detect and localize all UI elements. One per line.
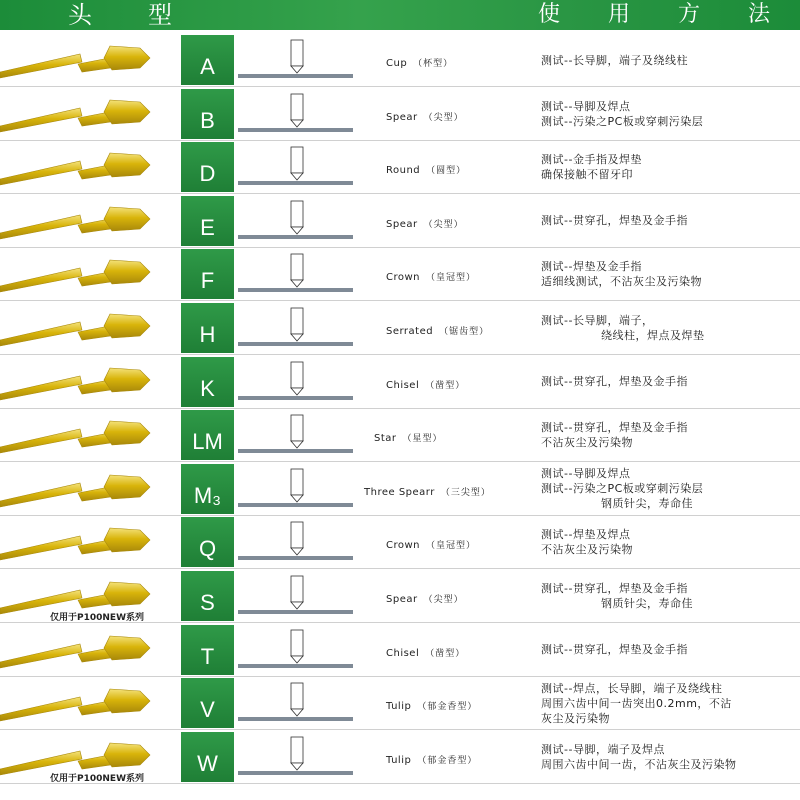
usage-line: 绕线柱，焊点及焊垫 <box>601 329 705 342</box>
usage-line: 测试--贯穿孔，焊垫及金手指 <box>541 214 688 228</box>
probe-tip-image <box>0 356 180 408</box>
tip-name-en: Serrated <box>386 326 434 337</box>
tip-name-en: Crown <box>386 272 421 284</box>
tip-name-zh: （皇冠型） <box>426 541 477 552</box>
tip-name <box>364 485 491 498</box>
tip-name-en: Star <box>374 433 397 445</box>
tip-name-en: Cup <box>386 58 408 69</box>
usage-line: 周围六齿中间一齿，不沾灰尘及污染物 <box>541 757 737 771</box>
tip-name-zh: （圆型） <box>426 166 467 177</box>
usage-line: 不沾灰尘及污染物 <box>541 436 633 450</box>
tip-name-zh: （郁金香型） <box>417 755 478 766</box>
p100-note: 仅用于P100NEW系列 <box>50 613 144 623</box>
tip-code-letter: LM <box>181 410 234 460</box>
usage-text <box>541 570 800 622</box>
tip-code-letter: W <box>181 732 234 782</box>
contact-diagram <box>236 195 356 247</box>
usage-line: 测试--金手指及焊垫 <box>541 153 642 167</box>
tip-name <box>386 324 489 337</box>
usage-text <box>541 88 800 140</box>
probe-tip-image <box>0 34 180 86</box>
table-row <box>0 248 800 301</box>
contact-diagram <box>236 677 356 729</box>
usage-text <box>541 731 800 783</box>
usage-text <box>541 677 800 729</box>
tip-name-zh: （郁金香型） <box>417 702 478 713</box>
usage-line: 适细线测试，不沾灰尘及污染物 <box>541 275 702 289</box>
table-row <box>0 34 800 87</box>
usage-line: 测试--长导脚，端子及绕线柱 <box>541 53 688 67</box>
tip-code-letter: T <box>181 625 234 675</box>
usage-line: 测试--贯穿孔，焊垫及金手指 <box>541 421 688 435</box>
contact-diagram <box>236 141 356 193</box>
contact-diagram <box>236 34 356 86</box>
table-row <box>0 356 800 409</box>
usage-text <box>541 624 800 676</box>
tip-name-zh: （星型） <box>402 434 443 445</box>
probe-tip-image <box>0 624 180 676</box>
tip-name-en: Tulip <box>386 701 412 713</box>
tip-name-zh: （尖型） <box>423 595 464 605</box>
tip-name-en: Spear <box>386 111 418 123</box>
tip-name <box>386 753 477 766</box>
tip-name-en: Crown <box>386 540 421 552</box>
contact-diagram <box>236 624 356 676</box>
tip-name <box>386 592 464 605</box>
table-row <box>0 409 800 462</box>
usage-line: 测试--贯穿孔，焊垫及金手指 <box>541 375 688 389</box>
header-char: 法 <box>748 2 771 27</box>
tip-name-zh: （锯齿型） <box>439 327 490 337</box>
tip-name-en: Spear <box>386 218 418 230</box>
tip-code-letter: A <box>181 35 234 85</box>
header-char: 头 <box>68 1 92 29</box>
usage-line: 测试--导脚及焊点 <box>541 467 631 481</box>
usage-line: 钢质针尖，寿命佳 <box>601 497 693 511</box>
tip-name-zh: （尖型） <box>423 112 464 123</box>
table-row <box>0 88 800 141</box>
contact-diagram <box>236 248 356 300</box>
tip-name-en: Spear <box>386 594 418 605</box>
table-row <box>0 516 800 569</box>
table-row <box>0 570 800 623</box>
usage-text <box>541 248 800 300</box>
tip-name <box>386 378 465 391</box>
usage-text <box>541 463 800 515</box>
tip-code-letter: V <box>181 678 234 728</box>
usage-text <box>541 409 800 461</box>
header-char: 型 <box>148 1 172 29</box>
contact-diagram <box>236 516 356 568</box>
tip-name-zh: （三尖型） <box>440 487 491 498</box>
tip-name <box>374 431 443 444</box>
usage-line: 钢质针尖，寿命佳 <box>601 597 693 610</box>
probe-tip-image <box>0 409 180 461</box>
header-char: 方 <box>678 2 701 27</box>
tip-name-zh: （尖型） <box>423 219 464 230</box>
probe-tip-image <box>0 195 180 247</box>
tip-code-letter: B <box>181 89 234 139</box>
tip-code-letter: D <box>181 142 234 192</box>
usage-text <box>541 302 800 354</box>
usage-line: 测试--污染之PC板或穿刺污染层 <box>541 482 704 496</box>
tip-name <box>386 110 464 123</box>
usage-text <box>541 356 800 408</box>
tip-name-en: Chisel <box>386 647 420 659</box>
table-row <box>0 463 800 516</box>
tip-name-en: Chisel <box>386 379 420 391</box>
table-row <box>0 141 800 194</box>
usage-text <box>541 34 800 86</box>
tip-name <box>386 217 464 230</box>
probe-tip-image <box>0 248 180 300</box>
usage-line: 测试--长导脚，端子， <box>541 314 654 327</box>
header-tip-type <box>0 0 235 30</box>
usage-line: 测试--焊垫及焊点 <box>541 528 631 542</box>
table-row <box>0 677 800 730</box>
tip-name-zh: （杯型） <box>413 59 454 69</box>
tip-name <box>386 538 476 551</box>
probe-tip-image <box>0 88 180 140</box>
usage-line: 测试--贯穿孔，焊垫及金手指 <box>541 643 688 657</box>
probe-tip-image <box>0 463 180 515</box>
usage-line: 灰尘及污染物 <box>541 711 610 725</box>
p100-note: 仅用于P100NEW系列 <box>50 773 144 784</box>
usage-line: 测试--污染之PC板或穿刺污染层 <box>541 114 704 128</box>
tip-name-en: Tulip <box>386 754 412 766</box>
probe-tip-image <box>0 141 180 193</box>
tip-name <box>386 699 477 712</box>
tip-name <box>386 163 466 176</box>
table-row <box>0 731 800 784</box>
usage-line: 测试--焊垫及金手指 <box>541 260 642 274</box>
tip-code-letter: E <box>181 196 234 246</box>
contact-diagram <box>236 409 356 461</box>
tip-code-letter: H <box>181 303 234 353</box>
contact-diagram <box>236 570 356 622</box>
header-char: 使 <box>538 2 561 27</box>
tip-name-en: Round <box>386 165 421 177</box>
usage-line: 确保接触不留牙印 <box>541 168 633 182</box>
usage-line: 不沾灰尘及污染物 <box>541 543 633 557</box>
tip-name-zh: （凿型） <box>425 380 466 391</box>
tip-name-en: Three Spearr <box>364 486 435 498</box>
tip-code-letter: S <box>181 571 234 621</box>
tip-name <box>386 56 453 69</box>
tip-name <box>386 646 465 659</box>
contact-diagram <box>236 88 356 140</box>
probe-tip-image <box>0 302 180 354</box>
tip-name-zh: （皇冠型） <box>426 273 477 284</box>
tip-code-letter: Q <box>181 517 234 567</box>
header-char: 用 <box>608 2 631 27</box>
usage-text <box>541 516 800 568</box>
usage-line: 测试--导脚及焊点 <box>541 99 631 113</box>
table-row <box>0 195 800 248</box>
tip-name-zh: （凿型） <box>425 648 466 659</box>
tip-name <box>386 270 476 283</box>
table-row <box>0 624 800 677</box>
probe-tip-image <box>0 677 180 729</box>
probe-tip-image <box>0 516 180 568</box>
contact-diagram <box>236 356 356 408</box>
contact-diagram <box>236 731 356 783</box>
table-header <box>0 0 800 30</box>
tip-code-letter: M₃ <box>181 464 234 514</box>
usage-text <box>541 195 800 247</box>
usage-line: 测试--贯穿孔，焊垫及金手指 <box>541 582 688 595</box>
contact-diagram <box>236 302 356 354</box>
tip-code-letter: K <box>181 357 234 407</box>
tip-code-letter: F <box>181 249 234 299</box>
usage-line: 测试--焊点，长导脚，端子及绕线柱 <box>541 681 723 695</box>
table-row <box>0 302 800 355</box>
contact-diagram <box>236 463 356 515</box>
usage-line: 周围六齿中间一齿突出0.2mm，不沾 <box>541 696 732 710</box>
usage-line: 测试--导脚，端子及焊点 <box>541 742 665 756</box>
usage-text <box>541 141 800 193</box>
